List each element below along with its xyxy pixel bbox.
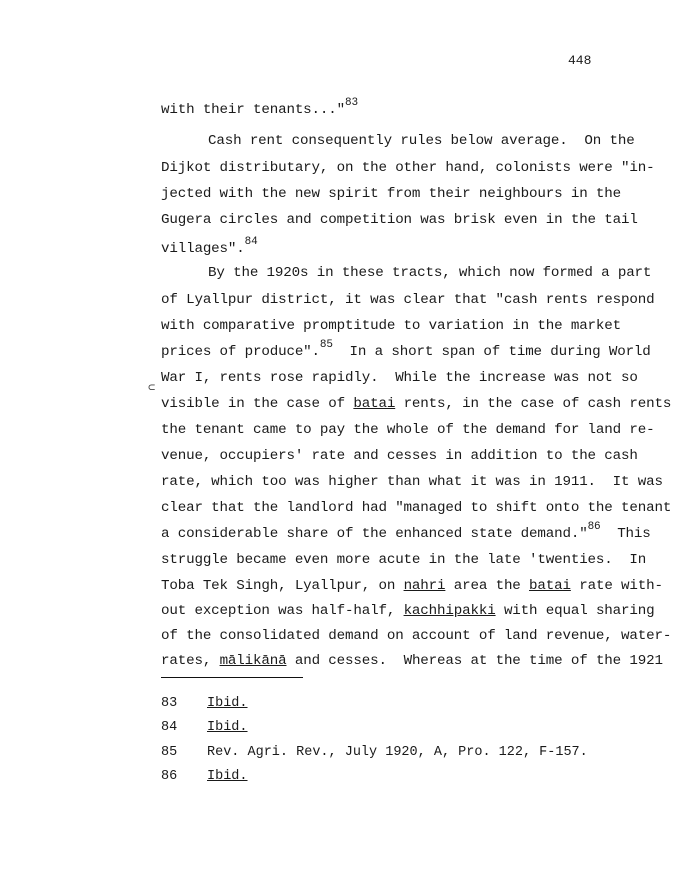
line-text: and cesses. Whereas at the time of the 1921 [286,653,663,669]
footnote [161,696,248,711]
underlined-term: kachhipakki [403,603,496,619]
text-line: with comparative promptitude to variation in the market [161,318,622,334]
text-line [161,653,663,669]
text-line [161,521,651,542]
line-text: area the [445,578,530,594]
line-text: with their tenants..." [161,102,346,118]
text-line: rate, which too was higher than what it was in 1911. It was [161,474,663,490]
line-text: out exception was half-half, [161,603,404,619]
footnote-marker: 86 [587,521,601,534]
text-line [161,578,663,594]
text-line [161,97,358,118]
footnote-text: Ibid. [207,696,248,711]
line-text: villages". [161,241,245,257]
text-line: By the 1920s in these tracts, which now formed a part [208,265,652,281]
footnote-text: Ibid. [207,720,248,735]
text-line [161,396,671,412]
footnote [161,745,588,760]
text-line: the tenant came to pay the whole of the demand for land re- [161,422,655,438]
line-text: rate with- [570,578,663,594]
footnote-number: 84 [161,720,178,735]
text-line: venue, occupiers' rate and cesses in addition to the cash [161,448,638,464]
line-text: rates, [161,653,220,669]
footnote-number: 85 [161,745,178,760]
page-number: 448 [568,53,592,68]
text-line: War I, rents rose rapidly. While the increase was not so [161,370,638,386]
underlined-term: batai [353,396,396,412]
footnote-marker: 85 [319,339,333,352]
underlined-term: mālikānā [219,653,287,669]
text-line: of the consolidated demand on account of land revenue, water- [161,628,672,644]
footnote [161,769,248,784]
text-line [161,339,651,360]
footnote-text: Rev. Agri. Rev., July 1920, A, Pro. 122, F-157. [207,745,588,760]
text-line: of Lyallpur district, it was clear that "cash rents respond [161,292,655,308]
footnote-number: 86 [161,769,178,784]
line-text: visible in the case of [161,396,354,412]
footnote-text: Ibid. [207,769,248,784]
text-line: Cash rent consequently rules below average. On the [208,133,635,149]
line-text: In a short span of time during World [332,344,651,360]
underlined-term: batai [529,578,571,594]
footnote [161,720,248,735]
footnote-number: 83 [161,696,178,711]
text-line: struggle became even more acute in the late 'twenties. In [161,552,647,568]
line-text: prices of produce". [161,344,320,360]
footnote-marker: 83 [345,97,358,110]
margin-pencil-mark: ⊂ [148,381,156,395]
text-line [161,603,655,619]
line-text: with equal sharing [495,603,655,619]
line-text: This [600,526,651,542]
footnote-separator [161,677,303,678]
text-line: clear that the landlord had "managed to shift onto the tenant [161,500,672,516]
text-line: Dijkot distributary, on the other hand, colonists were "in- [161,160,655,176]
line-text: a considerable share of the enhanced state demand." [161,526,588,542]
text-line: jected with the new spirit from their neighbours in the [161,186,622,202]
underlined-term: nahri [403,578,446,594]
text-line: Gugera circles and competition was brisk even in the tail [161,212,638,228]
line-text: Toba Tek Singh, Lyallpur, on [161,578,404,594]
line-text: rents, in the case of cash rents [395,396,672,412]
text-line [161,236,258,257]
footnote-marker: 84 [244,236,258,249]
